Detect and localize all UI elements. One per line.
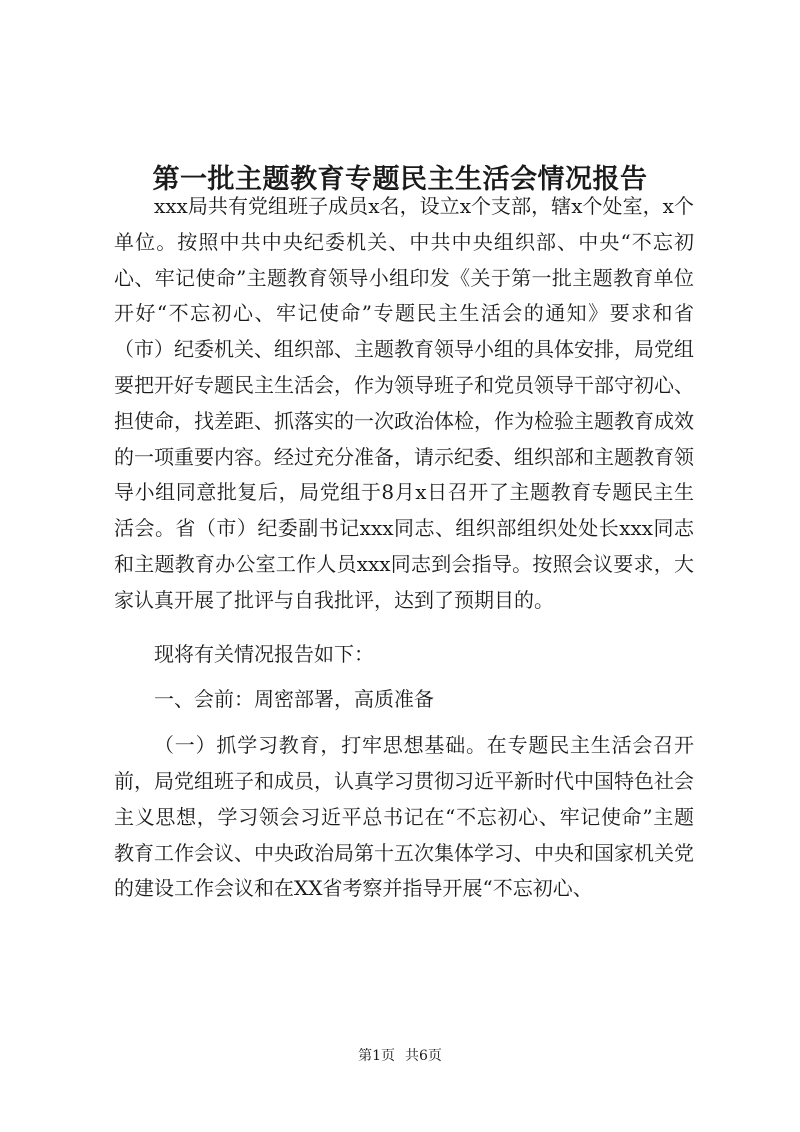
paragraph-intro: xxx局共有党组班子成员x名，设立x个支部，辖x个处室，x个单位。按照中共中央纪委机关、中共中央组织部、中央“不忘初心、牢记使命”主题教育领导小组印发《关于第一批主题教育单位开好“不忘初心、牢记使命”专题民主生活会的通知》要求和省（市）纪委机关、组织部、主题教育领导小组的具体安排，局党组要把开好专题民主生活会，作为领导班子和党员领导干部守初心、担使命，找差距、抓落实的一次政治体检，作为检验主题教育成效的一项重要内容。经过充分准备，请示纪委、组织部和主题教育领导小组同意批复后，局党组于8月x日召开了主题教育专题民主生活会。省（市）纪委副书记xxx同志、组织部组织处处长xxx同志和主题教育办公室工作人员xxx同志到会指导。按照会议要求，大家认真开展了批评与自我批评，达到了预期目的。 xyxy=(114,194,694,612)
page-total: 共6页 xyxy=(405,1048,442,1064)
page-footer xyxy=(0,1046,800,1066)
section-heading-1: 一、会前：周密部署，高质准备 xyxy=(154,687,434,712)
document-title: 第一批主题教育专题民主生活会情况报告 xyxy=(152,164,648,196)
paragraph-study-education: （一）抓学习教育，打牢思想基础。在专题民主生活会召开前，局党组班子和成员，认真学习贯彻习近平新时代中国特色社会主义思想，学习领会习近平总书记在“不忘初心、牢记使命”主题教育工作会议、中央政治局第十五次集体学习、中央和国家机关党的建设工作会议和在XX省考察并指导开展“不忘初心、 xyxy=(114,733,694,901)
page-number: 第1页 xyxy=(358,1048,395,1064)
document-body xyxy=(114,189,694,907)
paragraph-report-lead: 现将有关情况报告如下： xyxy=(154,641,374,666)
